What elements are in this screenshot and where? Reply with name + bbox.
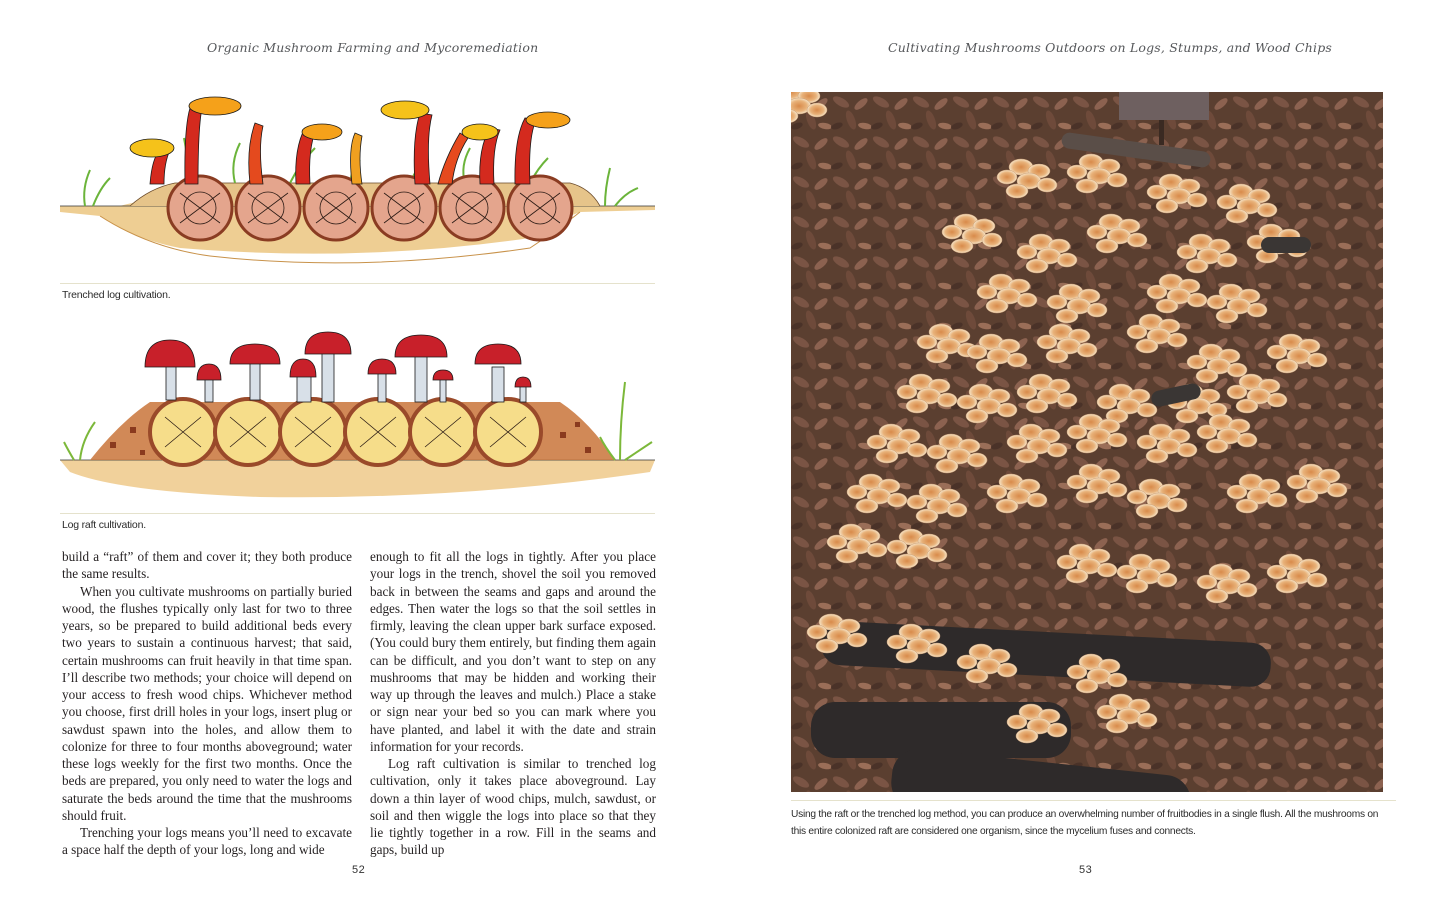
trenched-log-illustration [60, 88, 655, 278]
left-page [0, 0, 722, 910]
caption-rule [60, 513, 655, 514]
page-number: 53 [1079, 864, 1093, 876]
figure-caption: Log raft cultivation. [62, 519, 146, 531]
photo-caption: Using the raft or the trenched log method, you can produce an overwhelming number of fruitbodies in a single flush. All the mushrooms on this entire colonized raft are considered one organism, since the mycelium fuses and connects. [791, 809, 1379, 837]
caption-rule [791, 800, 1396, 801]
paragraph: When you cultivate mushrooms on partially buried wood, the flushes typically only last for two to three years, so be prepared to build additional beds every two years to sustain a continuous harvest; that said, certain mushrooms can fruit heavily in that time span. I’ll describe two methods; your choice will depend on your access to fresh wood chips. Whichever method you choose, first drill holes in your logs, insert plug or sawdust spawn into the holes, and allow them to colonize for three to four months aboveground; water these logs weekly for the first two months. Once the beds are prepared, you only need to water the logs and saturate the beds around the time that the mushrooms should fruit. [62, 583, 352, 823]
body-column-2 [370, 548, 656, 859]
caption-rule [60, 283, 655, 284]
running-head: Organic Mushroom Farming and Mycoremediation [207, 40, 539, 55]
figure-caption: Trenched log cultivation. [62, 289, 171, 301]
body-column-1 [62, 548, 352, 859]
running-head: Cultivating Mushrooms Outdoors on Logs, Stumps, and Wood Chips [888, 40, 1333, 55]
paragraph: Log raft cultivation is similar to trenched log cultivation, only it takes place aboveground. Lay down a thin layer of wood chips, mulch, sawdust, or soil and then wiggle the logs into place so that they lie tightly together in a row. Fill in the seams and gaps, build up [370, 756, 656, 858]
mushroom-raft-photo [791, 92, 1383, 792]
paragraph: build a “raft” of them and cover it; they both produce the same results. [62, 549, 352, 582]
paragraph: Trenching your logs means you’ll need to excavate a space half the depth of your logs, long and wide [62, 825, 352, 858]
right-page [722, 0, 1445, 910]
page-number: 52 [352, 864, 366, 876]
paragraph: enough to fit all the logs in tightly. After you place your logs in the trench, shovel the soil you removed back in between the seams and gaps and around the edges. Then water the logs so that the soil settles in firmly, leaving the clean upper bark surface exposed. (You could bury them entirely, but finding them again can be difficult, and you don’t want to step on any mushrooms that may be hidden and working their way up through the leaves and mulch.) Place a stake or sign near your bed so you can mark where you have planted, and label it with the date and strain information for your records. [370, 549, 656, 754]
log-raft-illustration [60, 322, 655, 507]
